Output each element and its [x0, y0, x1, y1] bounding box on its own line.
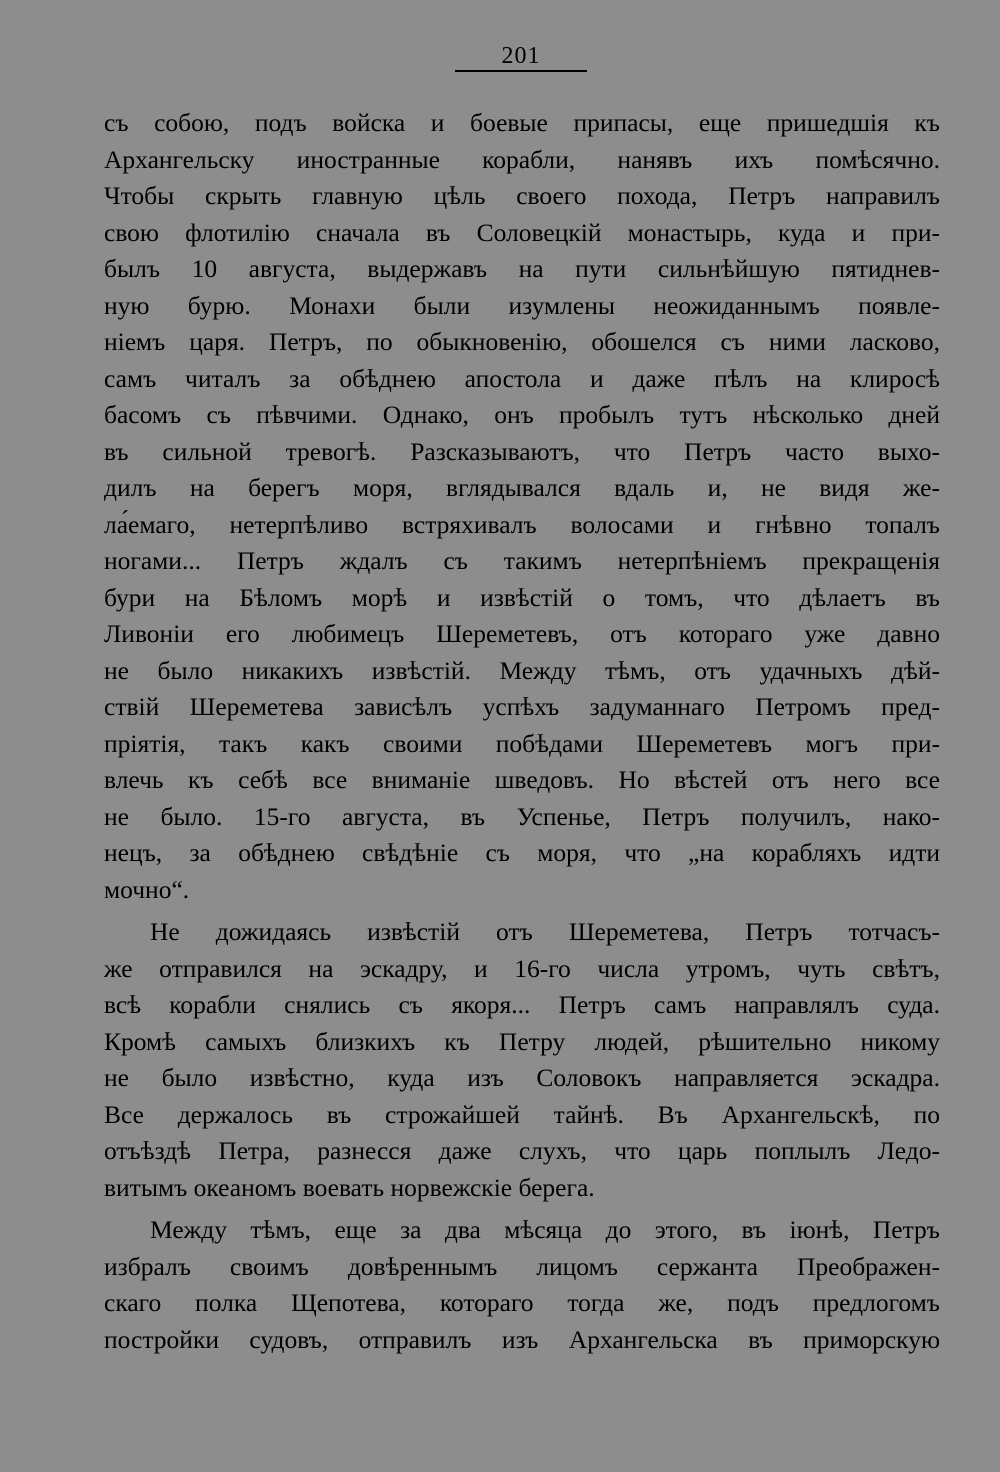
text-line: скаго полка Щепотева, котораго тогда же, подъ предлогомъ — [104, 1288, 940, 1317]
text-line: мочно“. — [104, 874, 190, 904]
paragraph — [104, 914, 940, 1206]
text-line: нецъ, за обѣднею свѣдѣніе съ моря, что „на корабляхъ идти — [104, 838, 940, 867]
text-line: Между тѣмъ, еще за два мѣсяца до этого, въ іюнѣ, Петръ — [150, 1215, 940, 1244]
header-rule — [455, 70, 587, 72]
body-text — [104, 105, 940, 1358]
paragraph — [104, 1212, 940, 1358]
text-line: ствій Шереметева зависѣлъ успѣхъ задуманнаго Петромъ пред- — [104, 692, 940, 721]
text-line: же отправился на эскадру, и 16-го числа утромъ, чуть свѣтъ, — [104, 953, 940, 983]
text-line: ногами... Петръ ждалъ съ такимъ нетерпѣніемъ прекращенія — [104, 546, 940, 575]
text-line: витымъ океаномъ воевать норвежскіе берега. — [104, 1172, 595, 1202]
text-line: свою флотилію сначала въ Соловецкій монастырь, куда и при- — [104, 217, 940, 247]
page-number: 201 — [501, 43, 541, 69]
text-line: самъ читалъ за обѣднею апостола и даже пѣлъ на клиросѣ — [104, 363, 940, 393]
text-line: съ собою, подъ войска и боевые припасы, еще пришедшія къ — [104, 108, 940, 137]
text-line: басомъ съ пѣвчими. Однако, онъ пробылъ тутъ нѣсколько дней — [104, 400, 940, 429]
text-line: въ сильной тревогѣ. Разсказываютъ, что Петръ часто выхо- — [104, 436, 940, 466]
text-line: постройки судовъ, отправилъ изъ Архангельска въ приморскую — [104, 1324, 940, 1354]
text-line: ла́емаго, нетерпѣливо встряхивалъ волосами и гнѣвно топалъ — [104, 509, 940, 539]
text-line: былъ 10 августа, выдержавъ на пути сильнѣйшую пятиднев- — [104, 254, 940, 283]
text-line: дилъ на берегъ моря, вглядывался вдаль и, не видя же- — [104, 473, 940, 502]
text-line: Чтобы скрыть главную цѣль своего похода, Петръ направилъ — [104, 181, 940, 210]
text-line: ніемъ царя. Петръ, по обыкновенію, обошелся съ ними ласково, — [104, 327, 940, 356]
paragraph — [104, 105, 940, 908]
text-line: всѣ корабли снялись съ якоря... Петръ самъ направлялъ суда. — [104, 990, 940, 1019]
text-line: Все держалось въ строжайшей тайнѣ. Въ Архангельскѣ, по — [104, 1099, 940, 1129]
text-line: Ливоніи его любимецъ Шереметевъ, отъ котораго уже давно — [104, 619, 940, 648]
text-line: не было никакихъ извѣстій. Между тѣмъ, отъ удачныхъ дѣй- — [104, 655, 940, 685]
text-line: влечь къ себѣ все вниманіе шведовъ. Но вѣстей отъ него все — [104, 765, 940, 794]
text-line: не было. 15-го августа, въ Успенье, Петръ получилъ, нако- — [104, 801, 940, 831]
text-line: избралъ своимъ довѣреннымъ лицомъ сержанта Преображен- — [104, 1251, 940, 1281]
text-line: Кромѣ самыхъ близкихъ къ Петру людей, рѣшительно никому — [104, 1026, 940, 1056]
text-line: ную бурю. Монахи были изумлены неожиданнымъ появле- — [104, 290, 940, 320]
text-line: отъѣздѣ Петра, разнесся даже слухъ, что царь поплылъ Ледо- — [104, 1136, 940, 1165]
text-line: Архангельску иностранные корабли, нанявъ ихъ помѣсячно. — [104, 144, 940, 174]
text-line: не было извѣстно, куда изъ Соловокъ направляется эскадра. — [104, 1063, 940, 1092]
text-line: пріятія, такъ какъ своими побѣдами Шереметевъ могъ при- — [104, 728, 940, 758]
text-line: бури на Бѣломъ морѣ и извѣстій о томъ, что дѣлаетъ въ — [104, 582, 940, 612]
text-line: Не дожидаясь извѣстій отъ Шереметева, Петръ тотчасъ- — [150, 917, 940, 946]
